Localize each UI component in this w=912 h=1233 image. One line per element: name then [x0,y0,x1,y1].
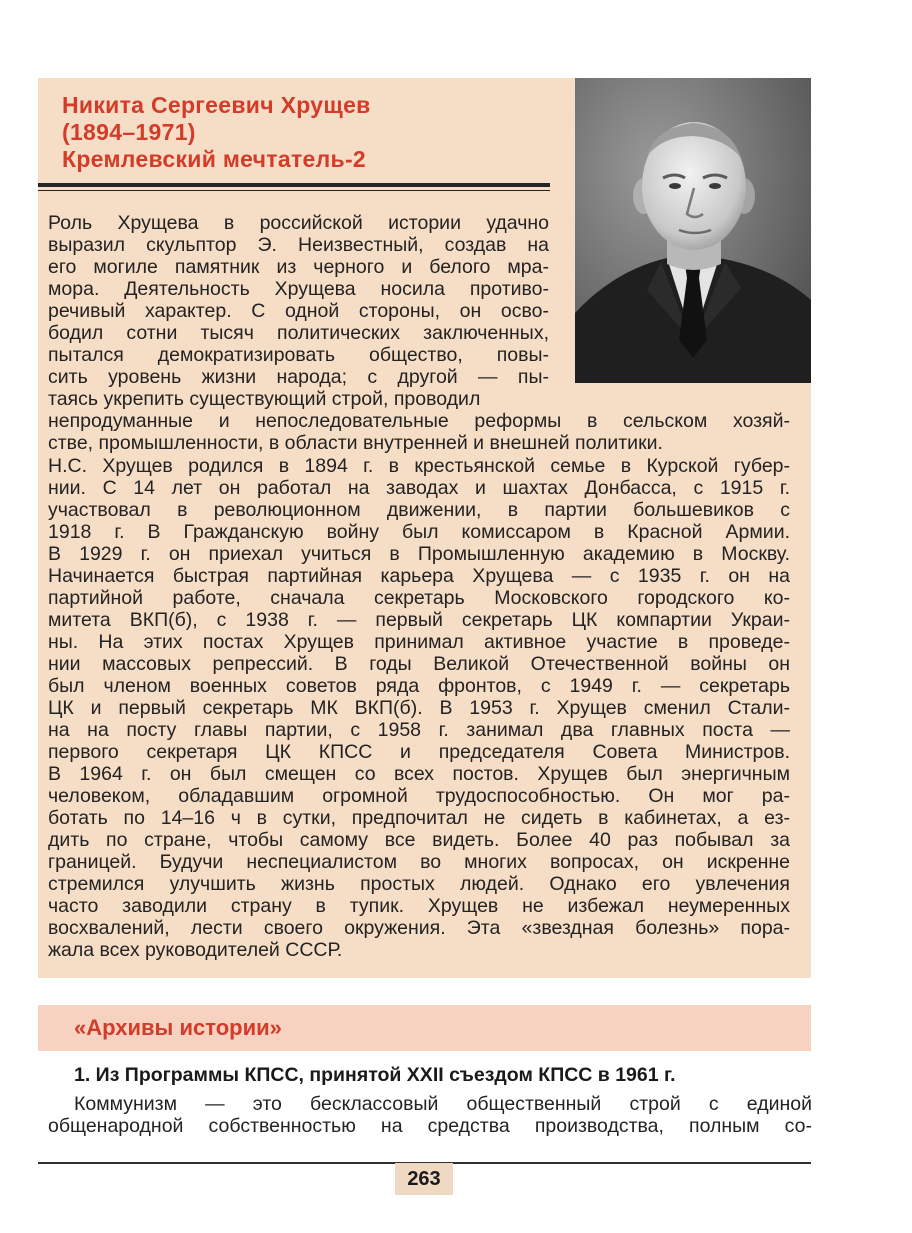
title-subtitle: Кремлевский мечтатель-2 [62,146,367,172]
bio-line: непродуманные и непоследовательные реформы в сельском хозяй- [48,410,790,432]
bio-line: ботать по 14–16 ч в сутки, предпочитал не сидеть в кабинетах, а ез- [48,807,790,829]
bio-line: пытался демократизировать общество, повы- [48,344,549,366]
portrait-of-nikita-khrushchev [575,78,811,383]
bio-line: Роль Хрущева в российской истории удачно [48,212,549,234]
bio-line: 1918 г. В Гражданскую войну был комиссаром в Красной Армии. [48,521,790,543]
bio-line: нии массовых репрессий. В годы Великой Отечественной войны он [48,653,790,675]
document-heading: 1. Из Программы КПСС, принятой XXII съездом КПСС в 1961 г. [74,1064,676,1086]
title-rule-thin [38,190,550,191]
bio-line: ны. На этих постах Хрущев принимал активное участие в проведе- [48,631,790,653]
bio-line: первого секретаря ЦК КПСС и председателя Совета Министров. [48,741,790,763]
portrait-photo [575,78,811,383]
archives-section-title: «Архивы истории» [74,1015,282,1040]
bio-line: стве, промышленности, в области внутренней и внешней политики. [48,432,663,454]
bio-line: жала всех руководителей СССР. [48,939,343,961]
bio-line: ЦК и первый секретарь МК ВКП(б). В 1953 г. Хрущев сменил Стали- [48,697,790,719]
title-name: Никита Сергеевич Хрущев [62,92,371,118]
bio-line: выразил скульптор Э. Неизвестный, создав на [48,234,549,256]
bio-line: митета ВКП(б), с 1938 г. — первый секретарь ЦК компартии Украи- [48,609,790,631]
bio-line: В 1929 г. он приехал учиться в Промышленную академию в Москву. [48,543,790,565]
bio-line: В 1964 г. он был смещен со всех постов. Хрущев был энергичным [48,763,790,785]
bio-line: сить уровень жизни народа; с другой — пы- [48,366,549,388]
bio-line: дить по стране, чтобы самому все видеть. Более 40 раз побывал за [48,829,790,851]
bio-line: часто заводили страну в тупик. Хрущев не избежал неумеренных [48,895,790,917]
doc-line: общенародной собственностью на средства производства, полным со- [48,1115,812,1137]
title-rule-thick [38,183,550,187]
bio-line: восхвалений, лести своего окружения. Эта «звездная болезнь» пора- [48,917,790,939]
bio-line: мора. Деятельность Хрущева носила противо- [48,278,549,300]
bio-line: стремился улучшить жизнь простых людей. Однако его увлечения [48,873,790,895]
biography-title [62,92,552,173]
page-number: 263 [407,1168,441,1190]
bio-line: бодил сотни тысяч политических заключенных, [48,322,549,344]
bio-line: участвовал в революционном движении, в партии большевиков с [48,499,790,521]
bio-line: на на посту главы партии, с 1958 г. занимал два главных поста — [48,719,790,741]
title-years: (1894–1971) [62,119,196,145]
bio-line: Начинается быстрая партийная карьера Хрущева — с 1935 г. он на [48,565,790,587]
bio-line: человеком, обладавшим огромной трудоспособностью. Он мог ра- [48,785,790,807]
bio-line: нии. С 14 лет он работал на заводах и шахтах Донбасса, с 1915 г. [48,477,790,499]
bio-line: Н.С. Хрущев родился в 1894 г. в крестьянской семье в Курской губер- [48,455,790,477]
bio-line: речивый характер. С одной стороны, он осво- [48,300,549,322]
bio-line: границей. Будучи неспециалистом во многих вопросах, он искренне [48,851,790,873]
bio-line: был членом военных советов ряда фронтов, с 1949 г. — секретарь [48,675,790,697]
doc-line: Коммунизм — это бесклассовый общественный строй с единой [74,1093,812,1115]
bio-line: его могиле памятник из черного и белого мра- [48,256,549,278]
bio-line: партийной работе, сначала секретарь Московского городского ко- [48,587,790,609]
bio-line: таясь укрепить существующий строй, проводил [48,388,481,410]
